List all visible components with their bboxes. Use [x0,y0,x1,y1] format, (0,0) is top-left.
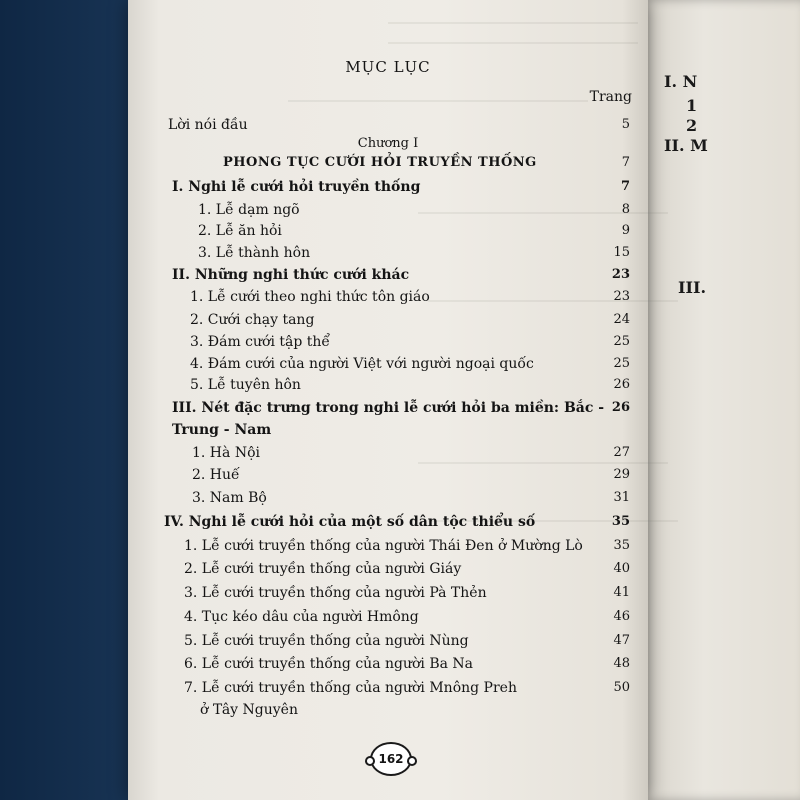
toc-page [128,0,648,800]
page-number: 162 [378,752,404,766]
toc-item-label: 5. Lễ tuyên hôn [190,377,301,393]
toc-item-label: 1. Hà Nội [192,445,260,461]
toc-entry-label: Lời nói đầu [168,117,248,133]
show-through [418,212,668,214]
toc-item-page: 26 [613,377,630,392]
toc-item-page: 47 [613,633,630,648]
toc-item-page: 25 [613,356,630,371]
toc-item-page: 29 [613,467,630,482]
toc-item-page: 48 [613,656,630,671]
toc-item-page: 40 [613,561,630,576]
toc-section-label: II. Những nghi thức cưới khác [172,267,410,283]
toc-item-label: 4. Tục kéo dâu của người Hmông [184,609,419,625]
page-number-badge [370,742,412,776]
toc-item-label: 5. Lễ cưới truyền thống của người Nùng [184,633,469,649]
toc-item-label: 7. Lễ cưới truyền thống của người Mnông Preh [184,680,517,696]
toc-item-label: 2. Huế [192,467,240,483]
toc-title: MỤC LỤC [345,58,431,76]
adjacent-fragment: 1 [686,96,698,115]
toc-item-page: 35 [613,538,630,553]
adjacent-fragment: I. N [664,72,698,91]
toc-item-label-cont: ở Tây Nguyên [200,702,298,718]
toc-item-page: 23 [613,289,630,304]
toc-item-label: 3. Nam Bộ [192,490,267,506]
toc-item-label: 1. Lễ dạm ngõ [198,202,300,218]
toc-item-page: 25 [613,334,630,349]
show-through [288,100,588,102]
toc-section-label: I. Nghi lễ cưới hỏi truyền thống [172,179,421,195]
toc-section-label: IV. Nghi lễ cưới hỏi của một số dân tộc thiểu số [164,514,536,530]
toc-item-label: 1. Lễ cưới truyền thống của người Thái Đen ở Mường Lò [184,538,583,554]
toc-item-page: 50 [613,680,630,695]
show-through [418,462,668,464]
toc-section-label: III. Nét đặc trưng trong nghi lễ cưới hỏi ba miền: Bắc - [172,400,605,416]
show-through [388,22,638,24]
toc-item-label: 2. Lễ cưới truyền thống của người Giáy [184,561,462,577]
toc-section-page: 7 [620,179,630,194]
toc-item-label: 3. Đám cưới tập thể [190,334,331,350]
toc-item-page: 9 [621,223,630,238]
toc-item-label: 1. Lễ cưới theo nghi thức tôn giáo [190,289,430,305]
toc-item-page: 46 [613,609,630,624]
show-through [428,300,678,302]
toc-item-label: 3. Lễ cưới truyền thống của người Pà Thẻn [184,585,487,601]
chapter-page: 7 [621,155,630,170]
toc-item-page: 24 [613,312,630,327]
show-through [388,42,638,44]
toc-section-page: 35 [611,514,630,529]
toc-item-label: 2. Lễ ăn hỏi [198,223,282,239]
adjacent-page [640,0,800,800]
toc-item-page: 27 [613,445,630,460]
toc-item-label: 2. Cưới chạy tang [190,312,315,328]
chapter-title: PHONG TỤC CƯỚI HỎI TRUYỀN THỐNG [223,155,537,170]
toc-section-label-cont: Trung - Nam [172,422,272,438]
toc-item-page: 31 [613,490,630,505]
toc-item-label: 4. Đám cưới của người Việt với người ngoại quốc [190,356,534,372]
toc-section-page: 23 [611,267,630,282]
toc-item-page: 8 [621,202,630,217]
adjacent-fragment: 2 [686,116,698,135]
adjacent-fragment: III. [678,278,707,297]
toc-item-label: 6. Lễ cưới truyền thống của người Ba Na [184,656,474,672]
toc-item-page: 41 [613,585,630,600]
adjacent-fragment: II. M [664,136,708,155]
page-column-header: Trang [589,89,632,105]
toc-entry-page: 5 [621,117,630,132]
toc-item-page: 15 [613,245,630,260]
toc-section-page: 26 [611,400,630,415]
toc-item-label: 3. Lễ thành hôn [198,245,311,261]
chapter-label: Chương I [357,136,419,151]
